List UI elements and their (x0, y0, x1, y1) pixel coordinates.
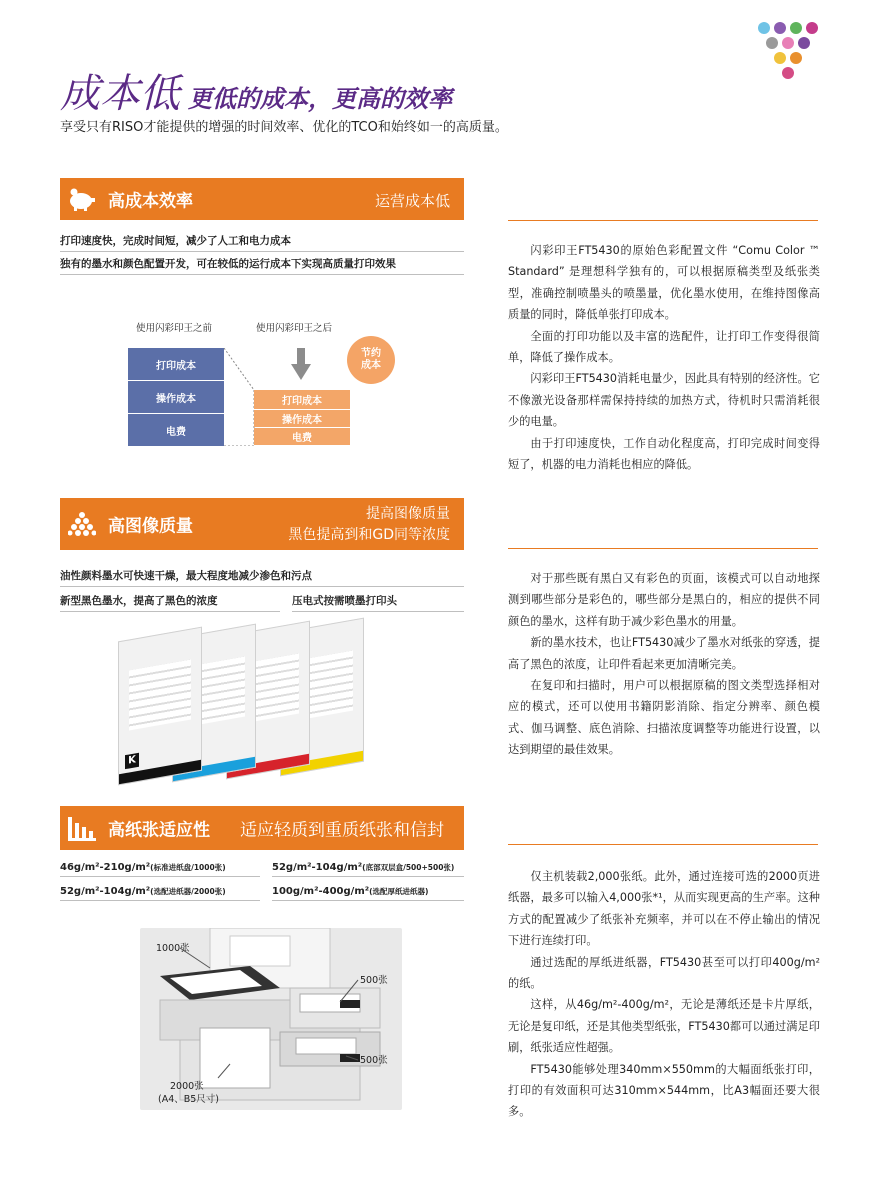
brand-dot (758, 22, 770, 34)
paper-spec-weight: 52g/m²-104g/m² (60, 886, 151, 897)
paragraph: FT5430能够处理340mm×550mm的大幅面纸张打印，打印的有效面积可达310mm×544mm，比A3幅面还要大很多。 (508, 1062, 820, 1119)
section-banner-paper (60, 806, 464, 850)
label-500-sheets-top: 500张 (360, 975, 388, 986)
section-title: 高图像质量 (108, 516, 193, 537)
section1-text (508, 240, 820, 475)
feature-line: 独有的墨水和颜色配置开发，可在较低的运行成本下实现高质量打印效果 (60, 256, 464, 275)
paragraph: 仅主机装载2,000张纸。此外，通过连接可选的2000页进纸器，最多可以输入4,000张*¹，从而实现更高的生产率。这种方式的配置减少了纸张补充频率，并可以在不停止输出的情况下进行连续打印。 (508, 870, 820, 948)
brand-dots-logo (758, 22, 830, 82)
label-1000-sheets: 1000张 (156, 943, 190, 954)
brand-dot (766, 37, 778, 49)
paragraph: 对于那些既有黑白又有彩色的页面，该模式可以自动地探测到哪些部分是彩色的，哪些部分是黑白的，相应的提供不同颜色的墨水，这样有助于减少彩色墨水的用量。 (508, 572, 820, 628)
divider (508, 844, 818, 845)
paragraph: 闪彩印王FT5430消耗电量少，因此具有特别的经济性。它不像激光设备那样需保持持续的加热方式，待机时只需消耗很少的电量。 (508, 372, 820, 429)
label-500-sheets-bottom: 500张 (360, 1055, 388, 1066)
section-title: 高成本效率 (108, 191, 193, 212)
paragraph: 由于打印速度快，工作自动化程度高，打印完成时间变得短了，机器的电力消耗也相应的降低。 (508, 436, 820, 472)
brand-dot (782, 37, 794, 49)
feature-line: 压电式按需喷墨打印头 (292, 593, 464, 612)
bar-after-operation: 操作成本 (254, 410, 350, 427)
ink-cartridges-image (118, 626, 440, 778)
section-subtitle-1: 提高图像质量 (366, 506, 450, 522)
brand-dot (782, 67, 794, 79)
paragraph: 全面的打印功能以及丰富的选配件，让打印工作变得很简单，降低了操作成本。 (508, 329, 820, 365)
paper-feeder-image (140, 928, 402, 1110)
chart-label-before: 使用闪彩印王之前 (136, 323, 213, 334)
feature-line: 新型黑色墨水，提高了黑色的浓度 (60, 593, 280, 612)
piggy-bank-icon (68, 186, 96, 212)
bar-after-electricity: 电费 (254, 428, 350, 445)
label-paper-sizes: (A4、B5尺寸) (158, 1094, 220, 1105)
bar-before-electricity: 电费 (128, 414, 224, 446)
paper-spec-weight: 52g/m²-104g/m² (272, 862, 363, 873)
paper-spec (272, 886, 464, 901)
dots-pyramid-icon (68, 511, 96, 537)
bar-before-operation: 操作成本 (128, 381, 224, 413)
section3-text (508, 866, 820, 1123)
section2-text (508, 568, 820, 761)
page-title-sub: 更低的成本，更高的效率 (188, 85, 452, 113)
ink-cartridge (118, 627, 202, 786)
paper-spec-weight: 46g/m²-210g/m² (60, 862, 151, 873)
saving-badge-text: 节约成本 (361, 348, 381, 371)
brand-dot (790, 52, 802, 64)
paper-spec-note: (标准进纸盘/1000张) (150, 863, 226, 872)
chart-label-after: 使用闪彩印王之后 (256, 323, 333, 334)
page-title (60, 62, 452, 119)
section-title: 高纸张适应性 (108, 820, 210, 841)
paragraph: 闪彩印王FT5430的原始色彩配置文件 “Comu Color ™ Standard” 是理想科学独有的，可以根据原稿类型及纸张类型，准确控制喷墨头的喷墨量，优化墨水使用，在维持图像高质量的同时，降低单张打印成本。 (508, 244, 820, 322)
section-banner-quality (60, 498, 464, 550)
brand-dot (798, 37, 810, 49)
chart-dashed-connector (224, 348, 258, 446)
bar-chart-icon (68, 815, 96, 841)
brand-dot (806, 22, 818, 34)
arrow-down-icon (291, 348, 311, 380)
label-2000-sheets: 2000张 (170, 1081, 204, 1092)
bar-before-print: 打印成本 (128, 348, 224, 380)
paper-spec-note: (选配厚纸进纸器) (369, 887, 429, 896)
paper-spec-weight: 100g/m²-400g/m² (272, 886, 370, 897)
brand-dot (790, 22, 802, 34)
paper-spec-note: (选配进纸器/2000张) (150, 887, 226, 896)
cartridge-color-letter: K (125, 753, 139, 769)
paragraph: 新的墨水技术，也让FT5430减少了墨水对纸张的穿透，提高了黑色的浓度，让印件看起来更加清晰完美。 (508, 636, 820, 671)
paragraph: 在复印和扫描时，用户可以根据原稿的图文类型选择相对应的模式，还可以使用书籍阴影消除、指定分辨率、颜色模式、伽马调整、底色消除、扫描浓度调整等功能进行设置，以达到期望的最佳效果。 (508, 679, 820, 757)
paper-spec (60, 862, 260, 877)
divider (508, 548, 818, 549)
bar-after-print: 打印成本 (254, 390, 350, 409)
paragraph: 通过选配的厚纸进纸器，FT5430甚至可以打印400g/m²的纸。 (508, 955, 820, 991)
page-intro: 享受只有RISO才能提供的增强的时间效率、优化的TCO和始终如一的高质量。 (60, 120, 508, 135)
feature-line: 打印速度快，完成时间短，减少了人工和电力成本 (60, 233, 464, 252)
feature-line: 油性颜料墨水可快速干燥，最大程度地减少渗色和污点 (60, 568, 464, 587)
paper-spec (60, 886, 260, 901)
divider (508, 220, 818, 221)
section-subtitle: 适应轻质到重质纸张和信封 (240, 820, 444, 841)
paper-spec-note: (底部双层盒/500+500张) (362, 863, 455, 872)
section-subtitle-2: 黑色提高到和GD同等浓度 (288, 527, 450, 543)
section-subtitle: 运营成本低 (374, 192, 450, 210)
brand-dot (774, 52, 786, 64)
page-title-main: 成本低 (60, 71, 180, 117)
section-banner-cost (60, 178, 464, 220)
cartridge-text-lines (129, 660, 191, 731)
paragraph: 这样，从46g/m²-400g/m²，无论是薄纸还是卡片厚纸，无论是复印纸，还是其他类型纸张，FT5430都可以通过满足印刷，纸张适应性超强。 (508, 998, 820, 1055)
saving-badge (347, 336, 395, 384)
paper-spec (272, 862, 464, 877)
brand-dot (774, 22, 786, 34)
